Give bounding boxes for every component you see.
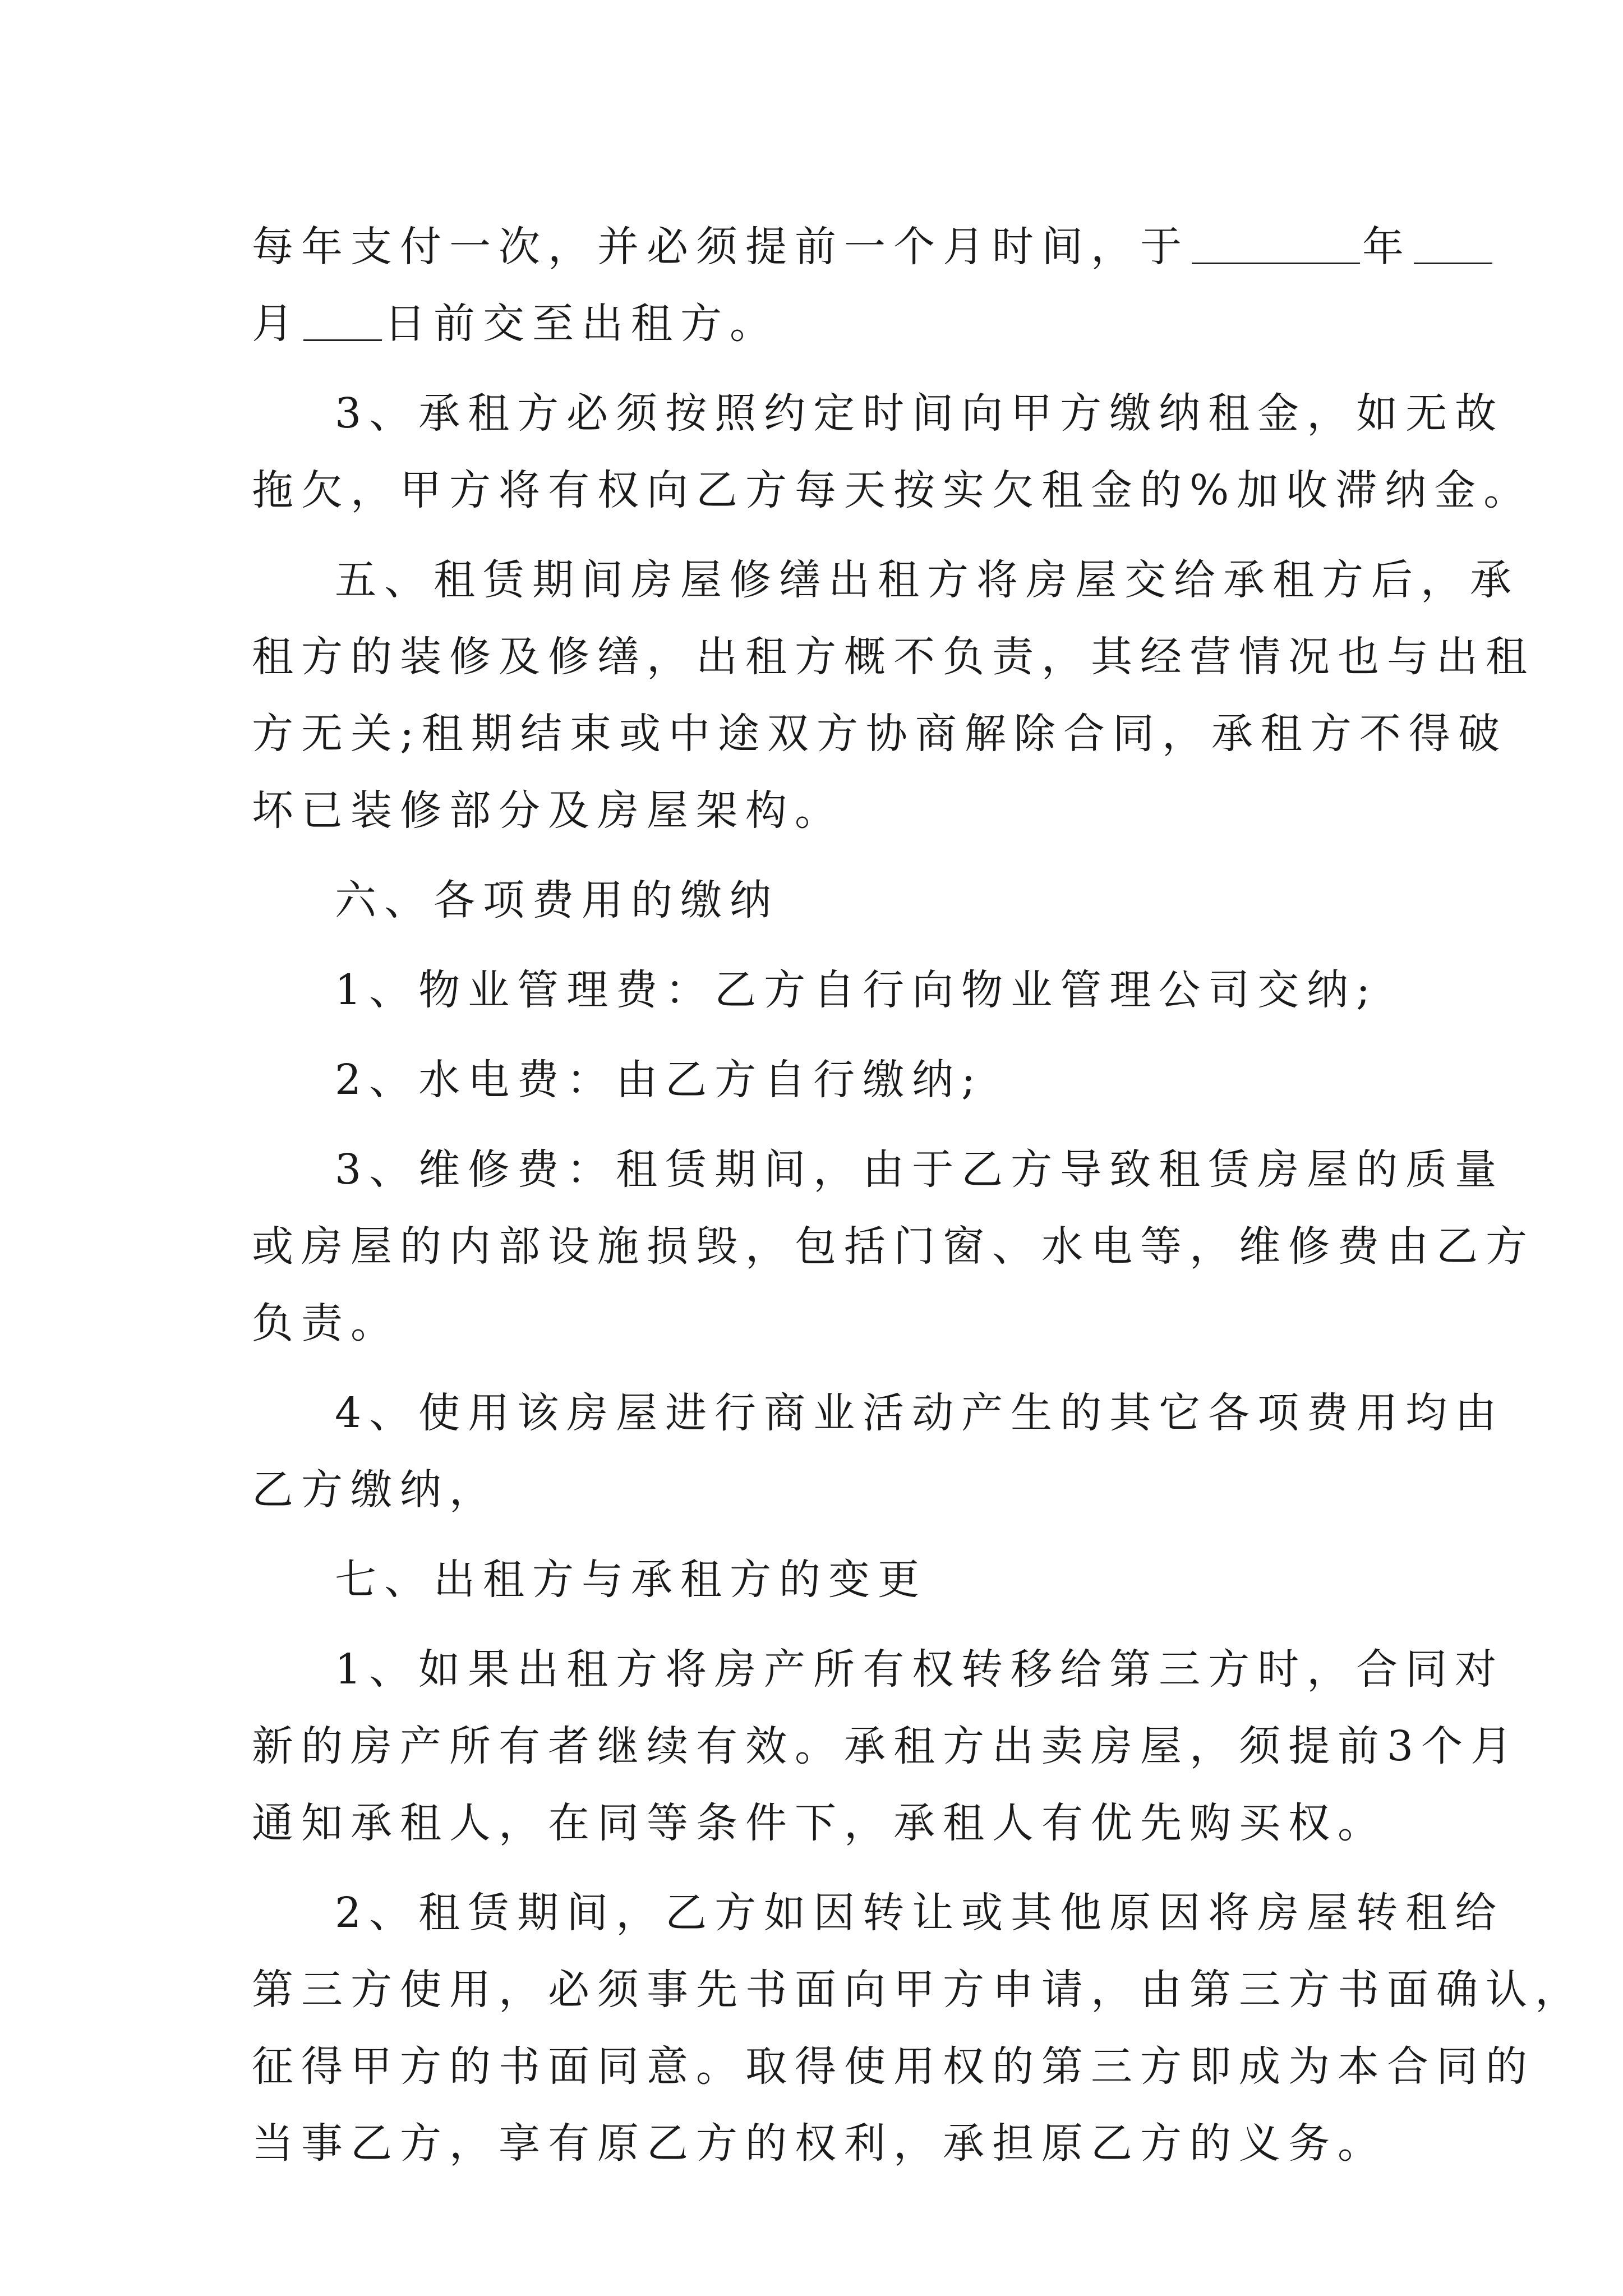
paragraph-gap (252, 1119, 1379, 1131)
text-line: 六、各项费用的缴纳 (335, 876, 779, 924)
text-line: 通知承租人，在同等条件下，承租人有优先购买权。 (252, 1799, 1387, 1847)
text-line: 2、水电费：由乙方自行缴纳; (335, 1056, 984, 1104)
paragraph-gap (252, 1362, 1379, 1375)
text-line: 坏已装修部分及房屋架构。 (252, 786, 844, 835)
day-blank (303, 295, 382, 341)
paragraph-gap (252, 939, 1379, 952)
text-line: 征得甲方的书面同意。取得使用权的第三方即成为本合同的 (252, 2042, 1535, 2091)
paragraph-gap (252, 1618, 1379, 1631)
text-line: 租方的装修及修缮，出租方概不负责，其经营情况也与出租 (252, 633, 1535, 681)
text-line: 或房屋的内部设施损毁，包括门窗、水电等，维修费由乙方 (252, 1222, 1535, 1271)
text-segment: 月 (252, 300, 301, 348)
text-line: 新的房产所有者继续有效。承租方出卖房屋，须提前3个月 (252, 1722, 1520, 1770)
paragraph-gap (252, 1529, 1379, 1542)
text-line: 负责。 (252, 1299, 400, 1347)
text-line: 五、租赁期间房屋修缮出租方将房屋交给承租方后，承 (335, 556, 1519, 604)
text-line: 4、使用该房屋进行商业活动产生的其它各项费用均由 (335, 1389, 1505, 1437)
text-line: 方无关;租期结束或中途双方协商解除合同，承租方不得破 (252, 710, 1507, 758)
text-line: 七、出租方与承租方的变更 (335, 1556, 927, 1604)
month-blank (1414, 218, 1492, 264)
text-segment: 每年支付一次，并必须提前一个月时间，于 (252, 223, 1189, 271)
text-line: 乙方缴纳， (252, 1466, 499, 1514)
text-line: 第三方使用，必须事先书面向甲方申请，由第三方书面确认， (252, 1966, 1584, 2014)
text-line: 拖欠，甲方将有权向乙方每天按实欠租金的%加收滞纳金。 (252, 466, 1533, 514)
document-page (252, 209, 1584, 2182)
paragraph-gap (252, 529, 1379, 542)
text-line: 当事乙方，享有原乙方的权利，承担原乙方的义务。 (252, 2119, 1387, 2168)
text-line: 1、如果出租方将房产所有权转移给第三方时，合同对 (335, 1645, 1505, 1694)
text-line: 3、维修费：租赁期间，由于乙方导致租赁房屋的质量 (335, 1145, 1505, 1194)
paragraph-gap (252, 1862, 1379, 1875)
text-segment: 年 (1362, 223, 1412, 271)
text-segment: 日前交至出租方。 (384, 300, 779, 348)
text-line (252, 209, 1412, 286)
paragraph-gap (252, 849, 1379, 862)
text-line: 2、租赁期间，乙方如因转让或其他原因将房屋转租给 (335, 1889, 1505, 1937)
year-blank (1192, 218, 1360, 264)
text-line: 1、物业管理费：乙方自行向物业管理公司交纳; (335, 966, 1378, 1014)
text-line: 3、承租方必须按照约定时间向甲方缴纳租金，如无故 (335, 389, 1505, 438)
text-line (252, 286, 1379, 362)
paragraph-gap (252, 362, 1379, 375)
paragraph-gap (252, 1029, 1379, 1042)
paragraph-body (252, 362, 1584, 2182)
